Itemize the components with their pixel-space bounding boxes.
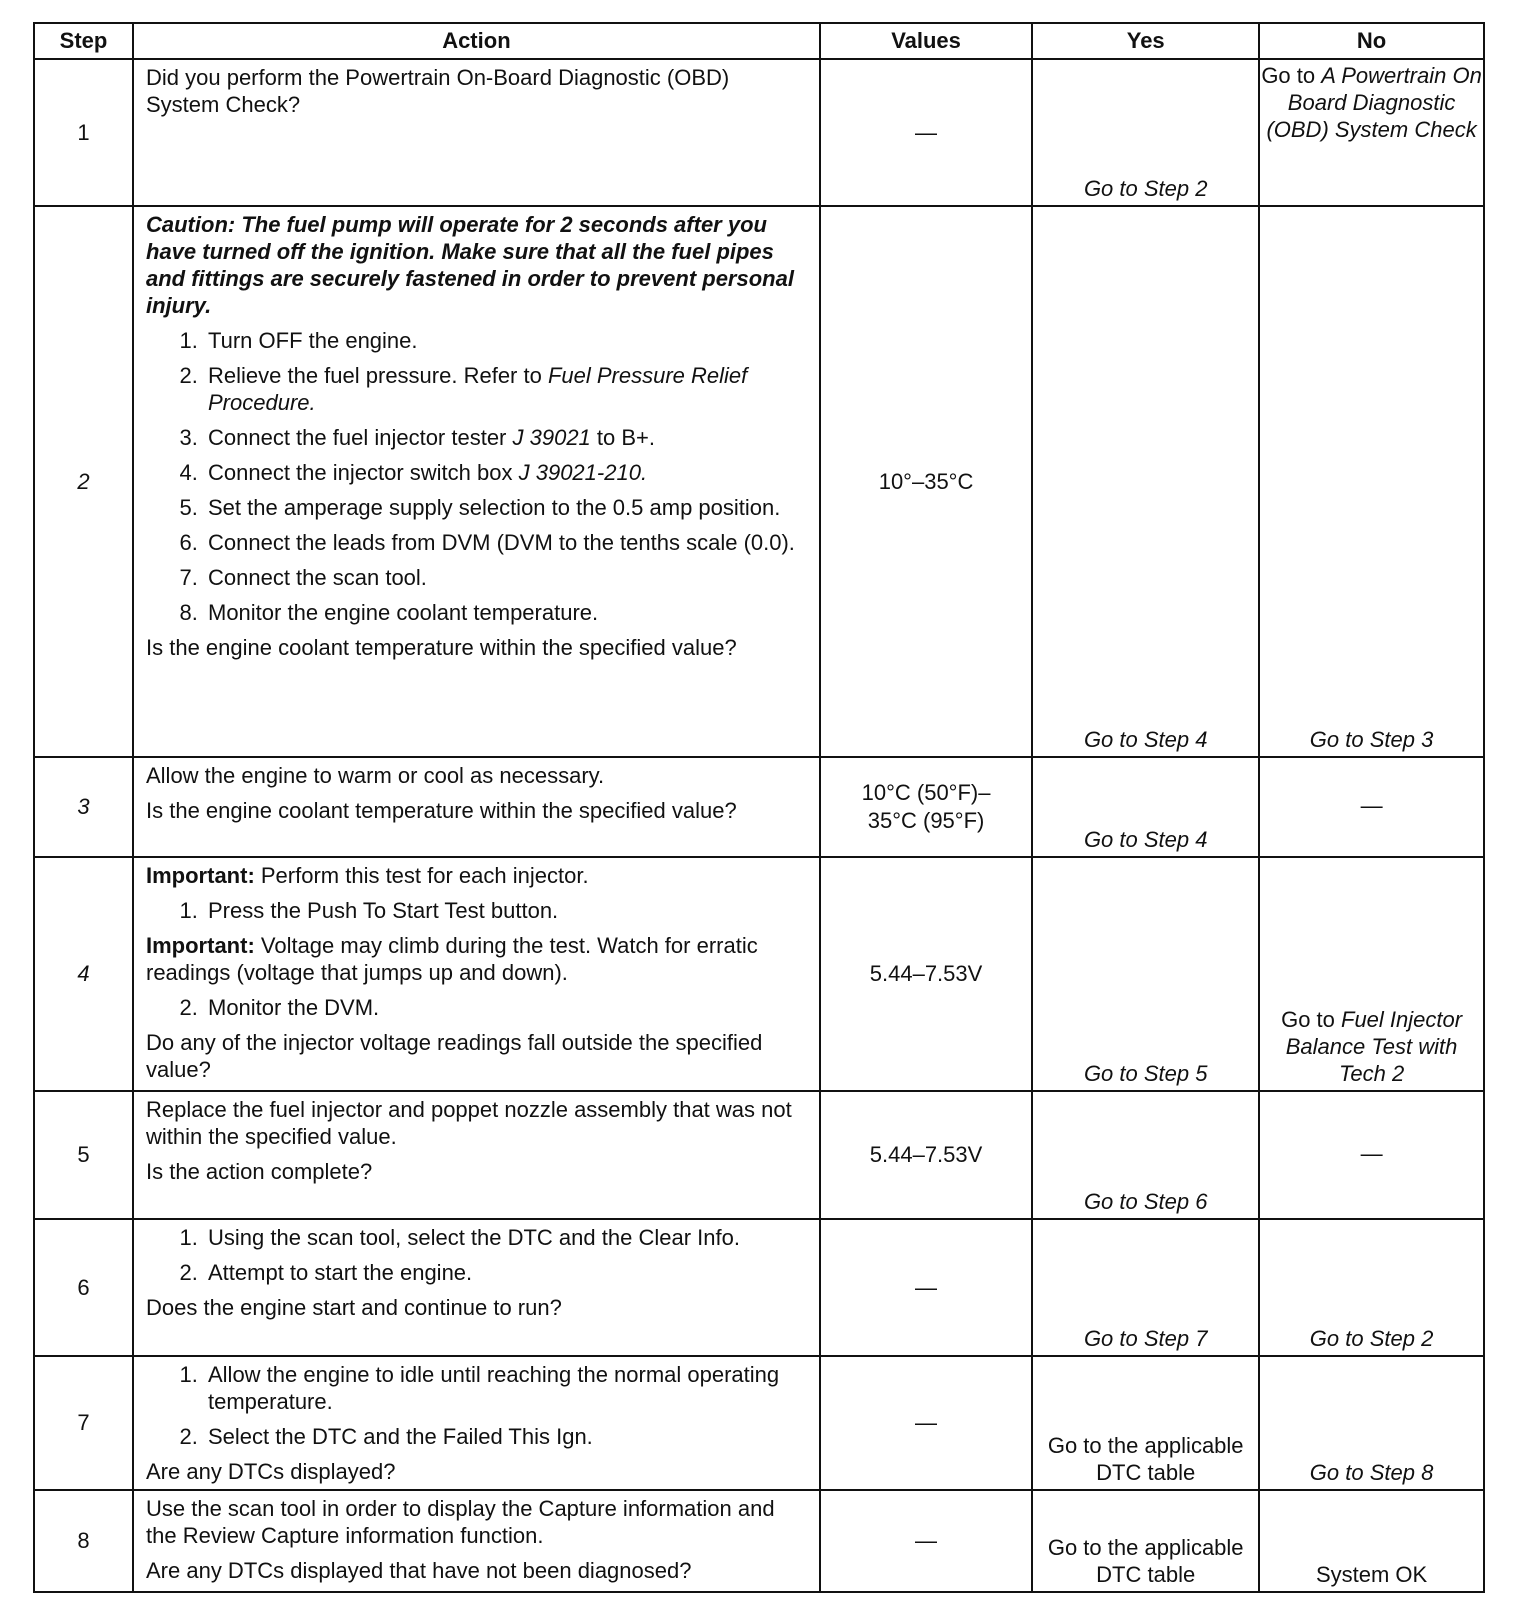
list-item: 5. Set the amperage supply selection to the 0.5 amp position. bbox=[204, 494, 807, 521]
table-row bbox=[34, 1356, 1484, 1490]
step-number: 1 bbox=[34, 59, 133, 206]
action-question: Is the engine coolant temperature within the specified value? bbox=[146, 798, 737, 823]
header-row bbox=[34, 23, 1484, 59]
action-text: Use the scan tool in order to display the Capture information and the Review Capture information function. bbox=[146, 1496, 775, 1548]
step-number: 8 bbox=[34, 1490, 133, 1592]
action-question: Did you perform the Powertrain On-Board Diagnostic (OBD) System Check? bbox=[146, 65, 730, 117]
no-cell: Go to Step 8 bbox=[1259, 1356, 1484, 1490]
table-row bbox=[34, 206, 1484, 757]
header-action: Action bbox=[133, 23, 820, 59]
step-number: 7 bbox=[34, 1356, 133, 1490]
value-cell: 10°C (50°F)– 35°C (95°F) bbox=[820, 757, 1032, 857]
step-number: 6 bbox=[34, 1219, 133, 1356]
table-row bbox=[34, 59, 1484, 206]
no-cell: System OK bbox=[1259, 1490, 1484, 1592]
no-cell: Go to Step 2 bbox=[1259, 1219, 1484, 1356]
header-values: Values bbox=[820, 23, 1032, 59]
value-cell: 5.44–7.53V bbox=[820, 857, 1032, 1091]
action-question: Are any DTCs displayed? bbox=[146, 1459, 396, 1484]
value-cell: 5.44–7.53V bbox=[820, 1091, 1032, 1219]
action-question: Does the engine start and continue to run? bbox=[146, 1295, 562, 1320]
list-item: 1. Press the Push To Start Test button. bbox=[204, 897, 807, 924]
list-item: 8. Monitor the engine coolant temperature. bbox=[204, 599, 807, 626]
table-row bbox=[34, 757, 1484, 857]
step-list bbox=[146, 897, 807, 924]
important-note: Important: Perform this test for each injector. bbox=[146, 863, 589, 888]
yes-cell: Go to Step 6 bbox=[1032, 1091, 1259, 1219]
no-cell bbox=[1259, 59, 1484, 206]
header-step: Step bbox=[34, 23, 133, 59]
table-row bbox=[34, 1091, 1484, 1219]
step-list bbox=[146, 1361, 807, 1450]
value-cell: 10°–35°C bbox=[820, 206, 1032, 757]
value-cell: — bbox=[820, 59, 1032, 206]
list-item: 1. Allow the engine to idle until reaching the normal operating temperature. bbox=[204, 1361, 807, 1415]
action-question: Do any of the injector voltage readings fall outside the specified value? bbox=[146, 1030, 763, 1082]
list-item: 1. Using the scan tool, select the DTC and the Clear Info. bbox=[204, 1224, 807, 1251]
table-row bbox=[34, 1490, 1484, 1592]
no-prefix: Go to bbox=[1261, 63, 1322, 88]
step-list bbox=[146, 327, 807, 626]
action-cell bbox=[133, 206, 820, 757]
no-cell: — bbox=[1259, 1091, 1484, 1219]
list-item: 2. Select the DTC and the Failed This Ign. bbox=[204, 1423, 807, 1450]
yes-cell: Go to the applicable DTC table bbox=[1032, 1356, 1259, 1490]
no-cell: Go to Fuel Injector Balance Test with Tech 2 bbox=[1259, 857, 1484, 1091]
yes-cell: Go to Step 2 bbox=[1032, 59, 1259, 206]
action-question: Are any DTCs displayed that have not been diagnosed? bbox=[146, 1558, 692, 1583]
action-cell bbox=[133, 1091, 820, 1219]
list-item: 2. Monitor the DVM. bbox=[204, 994, 807, 1021]
important-note: Important: Voltage may climb during the test. Watch for erratic readings (voltage that jumps up and down). bbox=[146, 933, 758, 985]
yes-cell: Go to Step 7 bbox=[1032, 1219, 1259, 1356]
table-row bbox=[34, 1219, 1484, 1356]
list-item: 7. Connect the scan tool. bbox=[204, 564, 807, 591]
list-item: 2. Attempt to start the engine. bbox=[204, 1259, 807, 1286]
step-list bbox=[146, 994, 807, 1021]
action-text: Allow the engine to warm or cool as necessary. bbox=[146, 763, 605, 788]
table-row bbox=[34, 857, 1484, 1091]
action-cell bbox=[133, 857, 820, 1091]
no-link: A Powertrain On Board Diagnostic (OBD) System Check bbox=[1266, 63, 1482, 142]
action-cell bbox=[133, 1490, 820, 1592]
yes-cell: Go to Step 5 bbox=[1032, 857, 1259, 1091]
list-item: 3. Connect the fuel injector tester J 39021 to B+. bbox=[204, 424, 807, 451]
list-item: 2. Relieve the fuel pressure. Refer to Fuel Pressure Relief Procedure. bbox=[204, 362, 807, 416]
step-number: 2 bbox=[34, 206, 133, 757]
action-text: Replace the fuel injector and poppet nozzle assembly that was not within the specified value. bbox=[146, 1097, 792, 1149]
value-cell: — bbox=[820, 1219, 1032, 1356]
yes-cell: Go to the applicable DTC table bbox=[1032, 1490, 1259, 1592]
action-question: Is the engine coolant temperature within the specified value? bbox=[146, 635, 737, 660]
yes-cell: Go to Step 4 bbox=[1032, 206, 1259, 757]
list-item: 4. Connect the injector switch box J 39021-210. bbox=[204, 459, 807, 486]
diagnostic-table bbox=[33, 22, 1485, 1593]
action-question: Is the action complete? bbox=[146, 1159, 373, 1184]
action-cell bbox=[133, 757, 820, 857]
value-cell: — bbox=[820, 1356, 1032, 1490]
step-number: 3 bbox=[34, 757, 133, 857]
step-number: 4 bbox=[34, 857, 133, 1091]
header-yes: Yes bbox=[1032, 23, 1259, 59]
no-cell: — bbox=[1259, 757, 1484, 857]
value-cell: — bbox=[820, 1490, 1032, 1592]
action-cell bbox=[133, 1356, 820, 1490]
no-cell: Go to Step 3 bbox=[1259, 206, 1484, 757]
action-cell bbox=[133, 1219, 820, 1356]
list-item: 1. Turn OFF the engine. bbox=[204, 327, 807, 354]
step-list bbox=[146, 1224, 807, 1286]
step-number: 5 bbox=[34, 1091, 133, 1219]
header-no: No bbox=[1259, 23, 1484, 59]
list-item: 6. Connect the leads from DVM (DVM to the tenths scale (0.0). bbox=[204, 529, 807, 556]
yes-cell: Go to Step 4 bbox=[1032, 757, 1259, 857]
action-cell bbox=[133, 59, 820, 206]
caution-text: Caution: The fuel pump will operate for 2 seconds after you have turned off the ignition. Make sure that all the fuel pipes and fittings are securely fastened in order to prevent personal injury. bbox=[146, 212, 794, 318]
